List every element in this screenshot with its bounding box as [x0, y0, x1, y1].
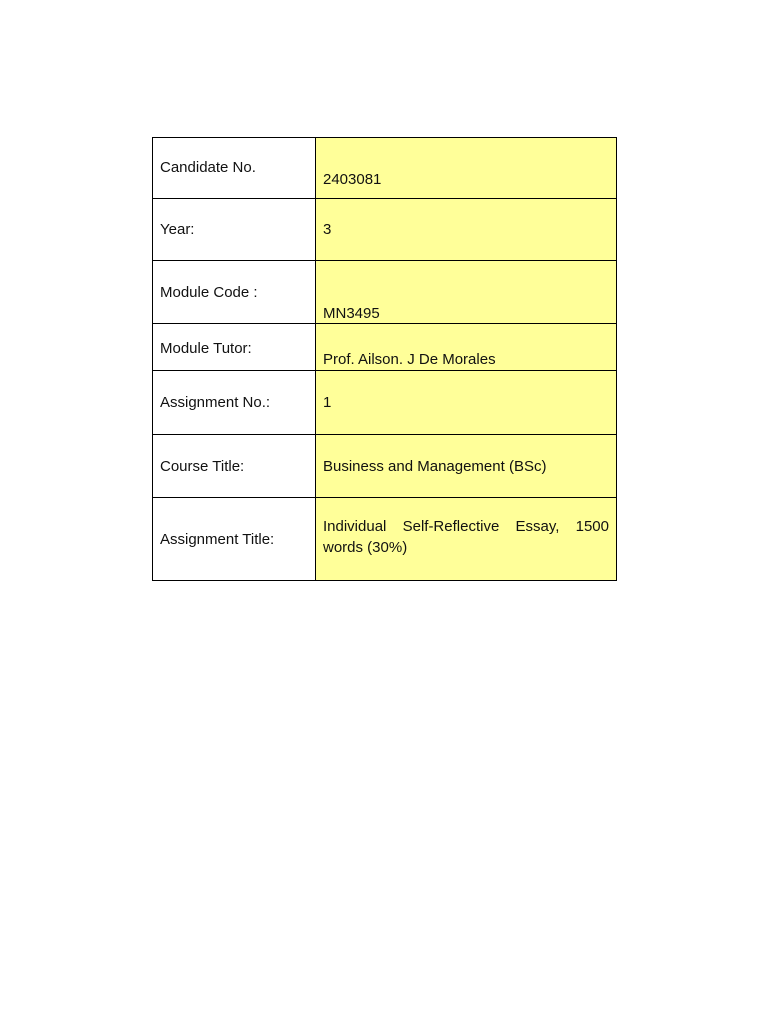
year-label: Year:	[153, 199, 316, 261]
year-value: 3	[316, 199, 617, 261]
module-tutor-label: Module Tutor:	[153, 324, 316, 371]
module-code-value: MN3495	[316, 261, 617, 324]
year-row	[153, 199, 617, 261]
assignment-title-value: Individual Self-Reflective Essay, 1500 words (30%)	[316, 498, 617, 581]
course-title-value: Business and Management (BSc)	[316, 435, 617, 498]
candidate-number-label: Candidate No.	[153, 138, 316, 199]
course-title-row	[153, 435, 617, 498]
candidate-number-value: 2403081	[316, 138, 617, 199]
course-title-label: Course Title:	[153, 435, 316, 498]
module-tutor-row	[153, 324, 617, 371]
assignment-title-row	[153, 498, 617, 581]
assignment-number-value: 1	[316, 371, 617, 435]
assignment-number-label: Assignment No.:	[153, 371, 316, 435]
candidate-number-row	[153, 138, 617, 199]
module-code-label: Module Code :	[153, 261, 316, 324]
assignment-title-label: Assignment Title:	[153, 498, 316, 581]
cover-sheet-table	[152, 137, 617, 581]
module-tutor-value: Prof. Ailson. J De Morales	[316, 324, 617, 371]
assignment-number-row	[153, 371, 617, 435]
module-code-row	[153, 261, 617, 324]
